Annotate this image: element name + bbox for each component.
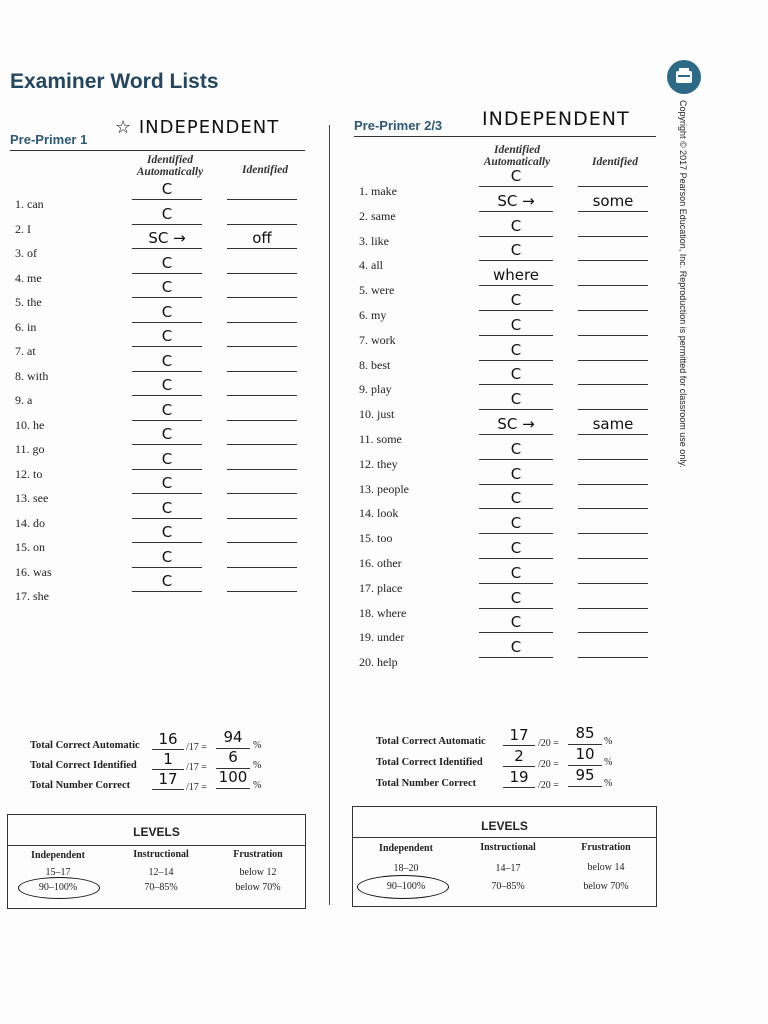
left-level-independent-pct: 90–100% [38, 882, 78, 893]
left-word-7: 7. at [15, 344, 36, 358]
left-automatic-line-5 [132, 297, 202, 298]
right-automatic-line-5 [479, 285, 553, 286]
left-automatic-line-17 [132, 591, 202, 592]
right-automatic-line-14 [479, 508, 553, 509]
left-automatic-mark-13: C [161, 474, 173, 492]
right-word-11: 11. some [359, 432, 402, 446]
left-automatic-line-1 [132, 199, 202, 200]
left-identified-line-11 [227, 444, 297, 445]
right-total-value-1: 17 [509, 726, 529, 744]
right-total-value-line-1 [503, 745, 535, 746]
right-automatic-mark-7: C [510, 315, 522, 334]
left-total-percent-1: 94 [223, 728, 243, 746]
right-automatic-mark-6: C [510, 291, 522, 309]
left-automatic-mark-14: C [161, 498, 173, 517]
left-automatic-line-12 [132, 469, 202, 470]
right-identified-line-20 [578, 657, 648, 658]
right-automatic-line-1 [479, 186, 553, 187]
left-levels-box [7, 814, 306, 909]
right-identified-line-1 [578, 186, 648, 187]
right-level-frustration-pct: below 70% [583, 881, 629, 892]
left-automatic-mark-11: C [161, 425, 173, 443]
right-title-rule [354, 136, 656, 137]
right-word-5: 5. were [359, 283, 395, 298]
left-automatic-mark-6: C [161, 302, 173, 321]
right-identified-mark-11: same [592, 415, 634, 433]
right-automatic-mark-3: C [510, 216, 522, 235]
left-level-independent-header: Independent [31, 850, 85, 861]
left-list-title: Pre-Primer 1 [10, 132, 88, 147]
right-total-value-3: 19 [509, 768, 529, 786]
left-word-16: 16. was [15, 564, 52, 579]
right-total-percent-sign-3: % [604, 778, 613, 789]
right-word-9: 9. play [359, 382, 392, 397]
left-automatic-mark-3: SC → [148, 229, 186, 247]
right-total-label-3: Total Number Correct [376, 778, 477, 789]
right-identified-mark-2: some [592, 191, 634, 210]
right-automatic-line-7 [479, 335, 553, 336]
right-identified-line-13 [578, 484, 648, 485]
right-total-value-2: 2 [514, 747, 524, 765]
right-word-3: 3. like [359, 233, 389, 248]
right-automatic-mark-17: C [510, 563, 522, 582]
right-automatic-line-20 [479, 657, 553, 658]
left-identified-line-13 [227, 493, 297, 494]
right-level-independent-header: Independent [379, 843, 433, 854]
right-automatic-line-12 [479, 459, 553, 460]
right-total-label-2: Total Correct Identified [376, 757, 483, 768]
right-automatic-mark-4: C [510, 241, 522, 260]
right-automatic-mark-14: C [510, 489, 522, 508]
left-automatic-line-10 [132, 420, 202, 421]
right-total-percent-sign-2: % [604, 757, 613, 768]
left-automatic-mark-17: C [161, 572, 173, 590]
right-word-16: 16. other [359, 556, 402, 570]
right-col-automatic-header: Identified Automatically [483, 144, 551, 168]
left-total-label-2: Total Correct Identified [30, 760, 137, 771]
left-identified-line-1 [227, 199, 297, 200]
left-identified-line-8 [227, 371, 297, 372]
right-automatic-mark-9: C [510, 365, 522, 384]
left-identified-line-7 [227, 346, 297, 347]
publisher-logo-icon [667, 60, 701, 94]
left-col-identified-header: Identified [242, 164, 288, 176]
right-word-12: 12. they [359, 456, 398, 471]
right-automatic-line-16 [479, 558, 553, 559]
right-identified-line-2 [578, 211, 648, 212]
left-total-denominator-1: /17 = [186, 742, 207, 753]
right-level-frustration-header: Frustration [581, 842, 631, 853]
left-total-value-1: 16 [158, 730, 178, 748]
right-total-denominator-2: /20 = [538, 759, 559, 770]
right-level-independent-pct: 90–100% [386, 881, 426, 892]
left-identified-line-4 [227, 273, 297, 274]
left-identified-line-15 [227, 542, 297, 543]
right-level-instructional-header: Instructional [480, 842, 536, 853]
left-identified-line-3 [227, 248, 297, 249]
right-level-annotation: INDEPENDENT [482, 108, 630, 130]
left-level-annotation: ☆ INDEPENDENT [115, 117, 280, 138]
right-automatic-line-2 [479, 211, 553, 212]
right-identified-line-3 [578, 236, 648, 237]
left-total-percent-sign-2: % [253, 760, 262, 771]
left-automatic-line-16 [132, 567, 202, 568]
right-automatic-mark-1: C [510, 167, 522, 185]
left-automatic-mark-12: C [161, 449, 173, 468]
left-total-percent-line-3 [216, 788, 250, 789]
left-word-12: 12. to [15, 466, 43, 481]
right-word-4: 4. all [359, 258, 383, 273]
right-identified-line-19 [578, 632, 648, 633]
right-total-value-line-2 [503, 766, 535, 767]
left-automatic-line-9 [132, 395, 202, 396]
right-total-percent-sign-1: % [604, 736, 613, 747]
left-automatic-mark-1: C [161, 180, 173, 198]
left-level-instructional-pct: 70–85% [144, 882, 178, 893]
right-total-label-1: Total Correct Automatic [376, 736, 486, 747]
left-automatic-line-15 [132, 542, 202, 543]
left-total-label-3: Total Number Correct [30, 780, 131, 791]
left-automatic-line-14 [132, 518, 202, 519]
right-word-14: 14. look [359, 506, 399, 521]
left-word-8: 8. with [15, 368, 49, 383]
right-total-value-line-3 [503, 787, 535, 788]
right-total-percent-1: 85 [575, 724, 595, 742]
left-identified-line-14 [227, 518, 297, 519]
left-levels-title: LEVELS [133, 825, 180, 839]
right-automatic-mark-19: C [510, 613, 522, 632]
left-automatic-mark-7: C [161, 327, 173, 345]
left-identified-line-9 [227, 395, 297, 396]
right-automatic-mark-5: where [492, 266, 540, 285]
right-identified-line-18 [578, 608, 648, 609]
left-total-percent-3: 100 [218, 768, 248, 786]
right-automatic-mark-16: C [510, 539, 522, 557]
left-level-frustration-range: below 12 [239, 867, 277, 878]
left-word-11: 11. go [15, 442, 45, 456]
right-word-6: 6. my [359, 308, 387, 322]
left-word-1: 1. can [15, 197, 44, 211]
right-automatic-line-9 [479, 384, 553, 385]
right-col-identified-header: Identified [592, 156, 638, 168]
right-automatic-line-4 [479, 260, 553, 261]
right-word-18: 18. where [359, 605, 407, 620]
left-word-4: 4. me [15, 270, 42, 285]
right-automatic-mark-20: C [510, 638, 522, 657]
left-word-10: 10. he [15, 417, 45, 432]
left-identified-line-5 [227, 297, 297, 298]
right-word-7: 7. work [359, 332, 396, 347]
right-word-8: 8. best [359, 357, 391, 372]
column-divider [329, 125, 330, 905]
right-identified-line-15 [578, 533, 648, 534]
left-level-instructional-header: Instructional [133, 849, 189, 860]
left-identified-line-17 [227, 591, 297, 592]
left-automatic-mark-2: C [161, 204, 173, 223]
left-total-label-1: Total Correct Automatic [30, 740, 140, 751]
left-total-denominator-3: /17 = [186, 782, 207, 793]
left-word-3: 3. of [15, 246, 37, 260]
right-levels-box [352, 806, 657, 907]
left-total-value-3: 17 [158, 770, 178, 788]
right-automatic-line-18 [479, 608, 553, 609]
right-automatic-mark-15: C [510, 514, 522, 533]
right-automatic-mark-11: SC → [497, 415, 535, 433]
left-automatic-mark-4: C [161, 253, 173, 272]
right-automatic-mark-2: SC → [497, 191, 535, 210]
left-automatic-line-8 [132, 371, 202, 372]
left-word-2: 2. I [15, 221, 31, 236]
left-automatic-line-6 [132, 322, 202, 323]
right-automatic-line-13 [479, 484, 553, 485]
left-total-percent-sign-1: % [253, 740, 262, 751]
left-identified-line-6 [227, 322, 297, 323]
left-automatic-line-13 [132, 493, 202, 494]
left-word-13: 13. see [15, 491, 49, 505]
right-identified-line-14 [578, 508, 648, 509]
copyright-notice: Copyright © 2017 Pearson Education, Inc. Reproduction is permitted for classroom use only. [678, 100, 688, 468]
left-identified-line-10 [227, 420, 297, 421]
right-identified-line-8 [578, 360, 648, 361]
right-word-19: 19. under [359, 630, 405, 645]
left-total-percent-2: 6 [228, 748, 238, 766]
left-automatic-line-2 [132, 224, 202, 225]
right-total-percent-line-3 [568, 786, 602, 787]
left-level-frustration-pct: below 70% [235, 882, 281, 893]
left-automatic-line-3 [132, 248, 202, 249]
right-automatic-line-8 [479, 360, 553, 361]
page-title: Examiner Word Lists [10, 70, 219, 93]
left-level-frustration-header: Frustration [233, 849, 283, 860]
right-word-1: 1. make [359, 184, 397, 198]
right-word-17: 17. place [359, 580, 403, 595]
right-identified-line-16 [578, 558, 648, 559]
left-automatic-line-7 [132, 346, 202, 347]
right-identified-line-11 [578, 434, 648, 435]
left-automatic-mark-10: C [161, 400, 173, 419]
right-word-20: 20. help [359, 655, 398, 670]
right-word-13: 13. people [359, 481, 409, 496]
right-total-percent-2: 10 [575, 745, 595, 763]
left-total-value-line-3 [152, 789, 184, 790]
right-automatic-line-15 [479, 533, 553, 534]
right-identified-line-17 [578, 583, 648, 584]
right-automatic-mark-12: C [510, 439, 522, 458]
right-identified-line-6 [578, 310, 648, 311]
left-word-6: 6. in [15, 319, 37, 334]
right-automatic-line-19 [479, 632, 553, 633]
left-total-denominator-2: /17 = [186, 762, 207, 773]
left-identified-line-12 [227, 469, 297, 470]
right-word-2: 2. same [359, 208, 396, 223]
left-total-value-2: 1 [163, 750, 173, 768]
right-word-10: 10. just [359, 407, 395, 422]
right-total-denominator-1: /20 = [538, 738, 559, 749]
left-col-automatic-header: Identified Automatically [136, 154, 204, 178]
right-identified-line-12 [578, 459, 648, 460]
left-word-17: 17. she [15, 589, 49, 603]
right-level-instructional-pct: 70–85% [491, 881, 525, 892]
left-automatic-mark-5: C [161, 278, 173, 296]
left-automatic-mark-16: C [161, 547, 173, 566]
right-automatic-mark-10: C [510, 390, 522, 409]
right-level-independent-range: 18–20 [393, 863, 419, 874]
right-automatic-mark-13: C [510, 464, 522, 483]
left-automatic-mark-9: C [161, 376, 173, 394]
left-identified-mark-3: off [252, 229, 272, 247]
right-automatic-mark-18: C [510, 588, 522, 607]
left-word-5: 5. the [15, 295, 42, 309]
right-list-title: Pre-Primer 2/3 [354, 118, 443, 133]
left-automatic-line-4 [132, 273, 202, 274]
left-automatic-mark-15: C [161, 523, 173, 541]
left-level-independent-range: 15–17 [45, 867, 71, 878]
right-levels-title: LEVELS [481, 819, 528, 833]
right-word-15: 15. too [359, 531, 393, 546]
right-identified-line-7 [578, 335, 648, 336]
right-automatic-line-6 [479, 310, 553, 311]
right-level-circle-mark [357, 875, 449, 899]
right-identified-line-4 [578, 260, 648, 261]
right-total-percent-3: 95 [575, 766, 595, 784]
left-word-14: 14. do [15, 515, 45, 530]
left-identified-line-2 [227, 224, 297, 225]
left-total-percent-sign-3: % [253, 780, 262, 791]
right-identified-line-5 [578, 285, 648, 286]
right-automatic-line-17 [479, 583, 553, 584]
left-word-15: 15. on [15, 540, 45, 554]
right-automatic-mark-8: C [510, 340, 522, 359]
right-identified-line-9 [578, 384, 648, 385]
left-level-circle-mark [18, 877, 100, 899]
right-automatic-line-10 [479, 409, 553, 410]
left-level-instructional-range: 12–14 [148, 867, 174, 878]
right-automatic-line-11 [479, 434, 553, 435]
right-level-frustration-range: below 14 [587, 862, 625, 873]
right-level-instructional-range: 14–17 [495, 863, 521, 874]
left-word-9: 9. a [15, 393, 33, 407]
left-title-rule [10, 150, 305, 151]
right-total-denominator-3: /20 = [538, 780, 559, 791]
left-automatic-mark-8: C [161, 351, 173, 370]
right-automatic-line-3 [479, 236, 553, 237]
right-identified-line-10 [578, 409, 648, 410]
left-automatic-line-11 [132, 444, 202, 445]
left-identified-line-16 [227, 567, 297, 568]
